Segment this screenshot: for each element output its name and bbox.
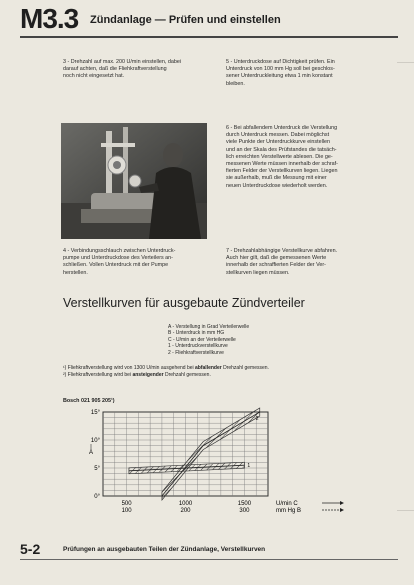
chart-bands: [129, 408, 260, 500]
page-title: Zündanlage — Prüfen und einstellen: [90, 14, 281, 26]
y-tick-label: 0°: [94, 494, 100, 500]
advance-curve-chart: [63, 404, 363, 529]
step-4-line: herstellen.: [63, 269, 88, 276]
step-6-line: neuen Unterdruckdose wiederholt werden.: [226, 182, 328, 189]
y-tick-label: 5°: [94, 466, 100, 472]
footnote-1: [63, 365, 269, 371]
legend-item: B - Unterdruck in mm HG: [168, 330, 225, 337]
x-tick-label-mmhg: 200: [180, 508, 191, 514]
footnote-2: [63, 372, 211, 378]
legend-item: 2 - Fliehkraftverstellkurve: [168, 349, 224, 356]
x-tick-label-rpm: 1000: [178, 501, 193, 507]
y-tick-label: 10°: [90, 438, 100, 444]
x-arrowhead-rpm: [340, 501, 344, 505]
legend-item: A - Verstellung in Grad Verteilerwelle: [168, 324, 250, 330]
binder-mark: [397, 62, 414, 63]
x-unit-mmhg: mm Hg B: [276, 508, 302, 514]
footnote-2-text-end: Drehzahl gemessen.: [163, 372, 211, 378]
footer-rule: [20, 559, 398, 560]
chart-labels: [89, 410, 344, 514]
step-5-line: 5 - Unterdruckdose auf Dichtigkeit prüfen. Ein: [226, 59, 335, 65]
chart-title: Bosch 021 905 205¹): [63, 398, 115, 404]
chart-legend: [168, 324, 249, 356]
x-tick-label-rpm: 1500: [237, 501, 252, 507]
step-6-line: viele Punkte der Unterdruckkurve einstellen: [226, 139, 330, 146]
step-7-line: Auch hier gilt, daß die gemessenen Werte: [226, 255, 327, 262]
footnote-1-text: ¹) Fliehkraftverstellung wird von 1300 U/min ausgehend bei: [63, 365, 196, 371]
x-unit-rpm: U/min C: [276, 501, 298, 507]
footnote-1-text-end: Drehzahl gemessen.: [221, 365, 269, 371]
step-6-line: messenen Werte müssen innerhalb der schraf-: [226, 161, 338, 168]
step-6-line: 6 - Bei abfallendem Unterdruck die Verstellung: [226, 125, 338, 131]
step-7-text: [226, 248, 391, 277]
legend-item: C - U/min an der Verteilerwelle: [168, 336, 236, 343]
step-4-line: pumpe und Unterdruckdose des Verteilers an-: [63, 255, 173, 262]
binder-mark: [397, 510, 414, 511]
step-4-line: schließen. Vollen Unterdruck mit der Pumpe: [63, 262, 169, 269]
step-3-line: darauf achten, daß die Fliehkraftverstellung: [63, 66, 167, 73]
header-rule: [20, 36, 398, 38]
x-tick-label-mmhg: 300: [239, 508, 250, 514]
x-arrowhead-mmhg: [340, 508, 344, 512]
step-4-line: 4 - Verbindungsschlauch zwischen Unterdruck-: [63, 248, 176, 254]
step-5-line: bleiben.: [226, 80, 245, 87]
step-6-line: sie außerhalb, muß die Messung mit einer: [226, 175, 327, 182]
step-4-text: [63, 248, 218, 277]
step-6-line: fierten Felder der Verstellkurven liegen. Liegen: [226, 168, 338, 175]
legend-item: 1 - Unterdruckverstellkurve: [168, 343, 228, 350]
step-6-line: durch Unterdruck messen. Dabei möglichst: [226, 132, 330, 139]
step-7-line: stellkurven liegen müssen.: [226, 269, 290, 276]
curve-2-tolerance-band: [162, 408, 260, 500]
footer-title: Prüfungen an ausgebauten Teilen der Zündanlage, Verstellkurven: [63, 546, 266, 553]
x-tick-label-rpm: 500: [121, 501, 132, 507]
step-6-line: lich erreichten Verstellwerte ablesen. Die ge-: [226, 153, 333, 160]
section-heading: Verstellkurven für ausgebaute Zündverteiler: [63, 296, 305, 310]
y-axis-label: A: [89, 450, 94, 456]
step-5-text: [226, 59, 386, 88]
step-5-line: sener Unterdruckleitung etwa 1 min konstant: [226, 73, 333, 80]
footnote-1-emphasis: abfallender: [195, 365, 222, 371]
test-bench-photo: [61, 123, 207, 239]
page-number: 5-2: [20, 541, 41, 557]
curve-2-label: 2: [255, 416, 259, 422]
step-7-line: 7 - Drehzahlabhängige Verstellkurve abfahren.: [226, 248, 338, 254]
step-3-line: 3 - Drehzahl auf max. 200 U/min einstellen, dabei: [63, 59, 182, 65]
section-code: M3.3: [20, 3, 79, 34]
y-tick-label: 15°: [90, 410, 100, 416]
step-3-text: [63, 59, 213, 81]
step-6-line: und an der Skala des Prüfstandes die tatsäch-: [226, 146, 337, 153]
step-3-line: noch nicht eingesetzt hat.: [63, 73, 125, 80]
curve-1-label: 1: [247, 463, 251, 470]
step-5-line: Unterdruck von 100 mm Hg soll bei geschlos-: [226, 66, 335, 73]
step-6-text: [226, 125, 391, 190]
footnote-2-emphasis: ansteigender: [132, 372, 164, 378]
step-7-line: innerhalb der schraffierten Felder der Ver-: [226, 262, 326, 269]
x-tick-label-mmhg: 100: [121, 508, 132, 514]
footnote-2-text: ²) Fliehkraftverstellung wird bei: [63, 372, 133, 378]
